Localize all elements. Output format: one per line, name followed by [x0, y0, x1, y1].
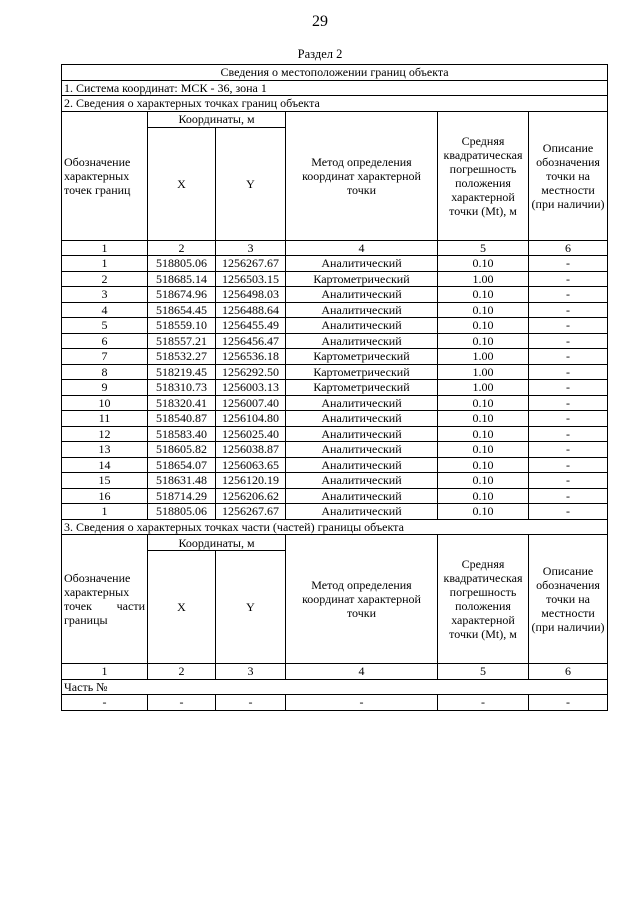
description: -: [529, 395, 608, 411]
description: -: [529, 426, 608, 442]
boundary-table: [61, 64, 608, 711]
description: -: [529, 302, 608, 318]
point-number: 4: [62, 302, 148, 318]
header-method: Метод определения координат характерной точки: [286, 111, 438, 240]
point-number: 11: [62, 411, 148, 427]
description: -: [529, 287, 608, 303]
table-row: [62, 442, 608, 458]
x-coordinate: 518583.40: [148, 426, 216, 442]
section3-heading: 3. Сведения о характерных точках части (частей) границы объекта: [62, 519, 608, 535]
method: Аналитический: [286, 333, 438, 349]
y-coordinate: 1256267.67: [216, 256, 286, 272]
x-coordinate: 518685.14: [148, 271, 216, 287]
mt-value: 0.10: [438, 256, 529, 272]
header-error-part: Средняя квадратическая погрешность положения характерной точки (Mt), м: [438, 535, 529, 664]
y-coordinate: 1256104.80: [216, 411, 286, 427]
header-coordinates-part: Координаты, м: [148, 535, 286, 551]
method: Картометрический: [286, 364, 438, 380]
table-row: [62, 380, 608, 396]
mt-value: 0.10: [438, 302, 529, 318]
description: -: [529, 504, 608, 520]
x-coordinate: 518532.27: [148, 349, 216, 365]
coordinate-system: 1. Система координат: МСК - 36, зона 1: [62, 80, 608, 96]
mt-value: 0.10: [438, 442, 529, 458]
table-row: [62, 411, 608, 427]
description: -: [529, 473, 608, 489]
point-number: 9: [62, 380, 148, 396]
table-row: [62, 349, 608, 365]
description: -: [529, 442, 608, 458]
y-coordinate: 1256120.19: [216, 473, 286, 489]
point-number: 10: [62, 395, 148, 411]
table-row: [62, 318, 608, 334]
header-coordinates: Координаты, м: [148, 111, 286, 127]
y-coordinate: 1256456.47: [216, 333, 286, 349]
point-number: 16: [62, 488, 148, 504]
mt-value: 0.10: [438, 426, 529, 442]
method: Аналитический: [286, 395, 438, 411]
header-designation-part: Обозначение характерных точек части границы: [62, 535, 148, 664]
point-number: 5: [62, 318, 148, 334]
x-coordinate: 518320.41: [148, 395, 216, 411]
point-number: 1: [62, 504, 148, 520]
header-description-part: Описание обозначения точки на местности (при наличии): [529, 535, 608, 664]
method: Аналитический: [286, 473, 438, 489]
mt-value: 0.10: [438, 333, 529, 349]
y-coordinate: 1256206.62: [216, 488, 286, 504]
mt-value: 0.10: [438, 473, 529, 489]
mt-value: 1.00: [438, 271, 529, 287]
mt-value: 0.10: [438, 488, 529, 504]
y-coordinate: 1256498.03: [216, 287, 286, 303]
header-x-part: X: [148, 551, 216, 664]
method: Аналитический: [286, 318, 438, 334]
page-number: 29: [312, 13, 328, 30]
description: -: [529, 349, 608, 365]
table-row: [62, 395, 608, 411]
x-coordinate: 518559.10: [148, 318, 216, 334]
y-coordinate: 1256025.40: [216, 426, 286, 442]
header-description: Описание обозначения точки на местности (при наличии): [529, 111, 608, 240]
y-coordinate: 1256007.40: [216, 395, 286, 411]
table-row: [62, 302, 608, 318]
method: Аналитический: [286, 256, 438, 272]
empty-part-row: - - - - - -: [62, 695, 608, 711]
table-row: [62, 504, 608, 520]
table-row: [62, 488, 608, 504]
method: Аналитический: [286, 504, 438, 520]
y-coordinate: 1256003.13: [216, 380, 286, 396]
mt-value: 0.10: [438, 395, 529, 411]
description: -: [529, 488, 608, 504]
method: Картометрический: [286, 271, 438, 287]
header-x: X: [148, 127, 216, 240]
x-coordinate: 518674.96: [148, 287, 216, 303]
table-title: Сведения о местоположении границ объекта: [62, 65, 608, 81]
table-row: [62, 333, 608, 349]
x-coordinate: 518605.82: [148, 442, 216, 458]
description: -: [529, 256, 608, 272]
x-coordinate: 518805.06: [148, 256, 216, 272]
y-coordinate: 1256503.15: [216, 271, 286, 287]
table-row: [62, 473, 608, 489]
y-coordinate: 1256536.18: [216, 349, 286, 365]
method: Аналитический: [286, 287, 438, 303]
y-coordinate: 1256038.87: [216, 442, 286, 458]
method: Аналитический: [286, 426, 438, 442]
section2-heading: 2. Сведения о характерных точках границ объекта: [62, 96, 608, 112]
description: -: [529, 411, 608, 427]
header-y-part: Y: [216, 551, 286, 664]
description: -: [529, 364, 608, 380]
mt-value: 0.10: [438, 457, 529, 473]
y-coordinate: 1256063.65: [216, 457, 286, 473]
point-number: 6: [62, 333, 148, 349]
x-coordinate: 518714.29: [148, 488, 216, 504]
point-number: 14: [62, 457, 148, 473]
y-coordinate: 1256488.64: [216, 302, 286, 318]
x-coordinate: 518654.07: [148, 457, 216, 473]
point-number: 1: [62, 256, 148, 272]
point-number: 3: [62, 287, 148, 303]
column-numbers-row: 1 2 3 4 5 6: [62, 240, 608, 256]
description: -: [529, 271, 608, 287]
y-coordinate: 1256455.49: [216, 318, 286, 334]
x-coordinate: 518631.48: [148, 473, 216, 489]
description: -: [529, 380, 608, 396]
x-coordinate: 518310.73: [148, 380, 216, 396]
method: Аналитический: [286, 302, 438, 318]
point-number: 13: [62, 442, 148, 458]
table-row: [62, 256, 608, 272]
method: Картометрический: [286, 349, 438, 365]
mt-value: 0.10: [438, 287, 529, 303]
method: Аналитический: [286, 488, 438, 504]
mt-value: 0.10: [438, 411, 529, 427]
x-coordinate: 518219.45: [148, 364, 216, 380]
point-number: 2: [62, 271, 148, 287]
table-row: [62, 457, 608, 473]
mt-value: 1.00: [438, 364, 529, 380]
column-numbers-row-part: 1 2 3 4 5 6: [62, 664, 608, 680]
x-coordinate: 518557.21: [148, 333, 216, 349]
method: Аналитический: [286, 457, 438, 473]
description: -: [529, 318, 608, 334]
x-coordinate: 518805.06: [148, 504, 216, 520]
y-coordinate: 1256292.50: [216, 364, 286, 380]
x-coordinate: 518540.87: [148, 411, 216, 427]
point-number: 15: [62, 473, 148, 489]
header-designation: Обозначение характерных точек границ: [62, 111, 148, 240]
method: Аналитический: [286, 442, 438, 458]
point-number: 12: [62, 426, 148, 442]
point-number: 8: [62, 364, 148, 380]
method: Аналитический: [286, 411, 438, 427]
header-y: Y: [216, 127, 286, 240]
table-row: [62, 364, 608, 380]
header-method-part: Метод определения координат характерной точки: [286, 535, 438, 664]
table-row: [62, 426, 608, 442]
table-row: [62, 271, 608, 287]
part-label: Часть №: [62, 679, 608, 695]
method: Картометрический: [286, 380, 438, 396]
mt-value: 0.10: [438, 504, 529, 520]
header-error: Средняя квадратическая погрешность положения характерной точки (Mt), м: [438, 111, 529, 240]
description: -: [529, 333, 608, 349]
x-coordinate: 518654.45: [148, 302, 216, 318]
mt-value: 1.00: [438, 380, 529, 396]
y-coordinate: 1256267.67: [216, 504, 286, 520]
table-row: [62, 287, 608, 303]
mt-value: 1.00: [438, 349, 529, 365]
mt-value: 0.10: [438, 318, 529, 334]
section-label: Раздел 2: [297, 47, 343, 61]
description: -: [529, 457, 608, 473]
point-number: 7: [62, 349, 148, 365]
